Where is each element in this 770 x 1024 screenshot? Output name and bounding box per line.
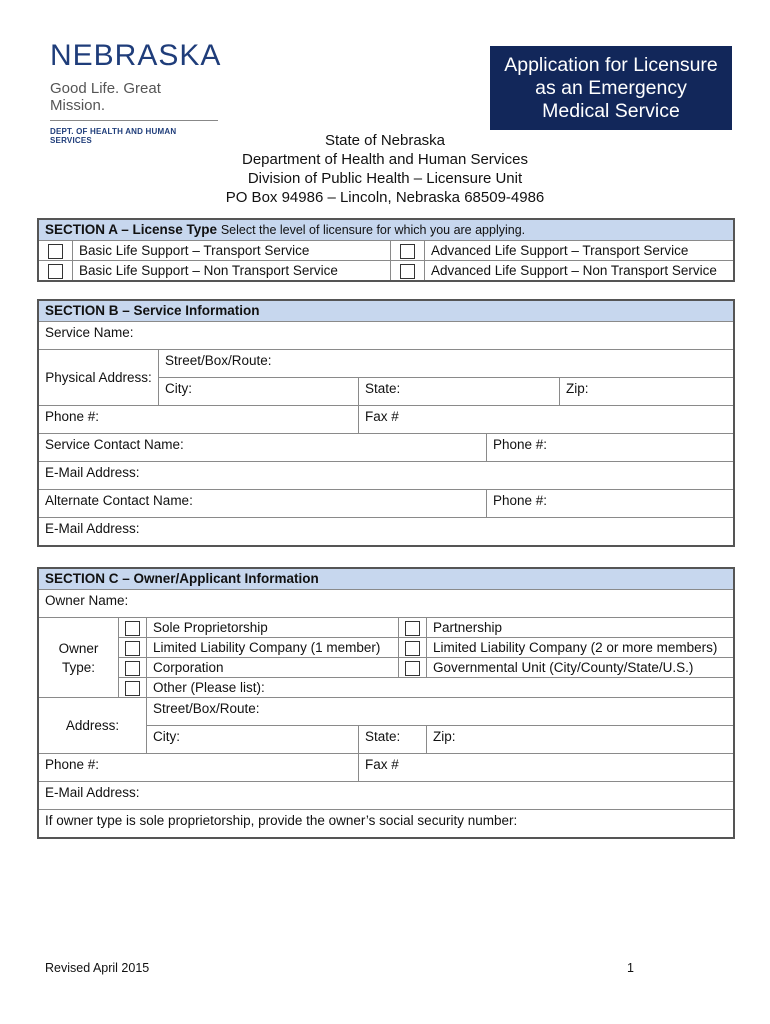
checkbox-als-non-transport[interactable] [400, 264, 415, 279]
logo-tagline: Good Life. Great Mission. [50, 80, 161, 114]
service-street-field[interactable]: Street/Box/Route: [159, 350, 734, 378]
service-fax-field[interactable]: Fax # [359, 406, 734, 434]
form-title [490, 46, 732, 130]
alternate-contact-name-field[interactable]: Alternate Contact Name: [39, 490, 487, 518]
option-bls-transport: Basic Life Support – Transport Service [73, 241, 391, 261]
checkbox-llc-single[interactable] [125, 641, 140, 656]
checkbox-bls-transport[interactable] [48, 244, 63, 259]
page-number: 1 [627, 961, 634, 975]
form-title-line-2: as an Emergency [535, 76, 687, 99]
form-title-line-1: Application for Licensure [504, 53, 718, 76]
section-b-table [38, 300, 734, 546]
service-city-field[interactable]: City: [159, 378, 359, 406]
section-a-table [38, 219, 734, 281]
checkbox-llc-multi[interactable] [405, 641, 420, 656]
checkbox-other[interactable] [125, 681, 140, 696]
option-llc-multi: Limited Liability Company (2 or more members) [427, 638, 734, 658]
checkbox-governmental-unit[interactable] [405, 661, 420, 676]
physical-address-label: Physical Address: [39, 350, 159, 406]
address-line-2: Department of Health and Human Services [242, 151, 528, 168]
logo-department: DEPT. OF HEALTH AND HUMAN SERVICES [50, 127, 177, 145]
address-line-4: PO Box 94986 – Lincoln, Nebraska 68509-4986 [225, 189, 545, 206]
owner-phone-field[interactable]: Phone #: [39, 754, 359, 782]
logo-wordmark: NEBRASKA [50, 39, 222, 72]
alternate-email-field[interactable]: E-Mail Address: [39, 518, 734, 546]
revision-date: Revised April 2015 [45, 961, 150, 975]
option-corporation: Corporation [147, 658, 399, 678]
service-phone-field[interactable]: Phone #: [39, 406, 359, 434]
owner-ssn-field[interactable]: If owner type is sole proprietorship, provide the owner’s social security number: [39, 810, 734, 838]
option-other[interactable]: Other (Please list): [147, 678, 734, 698]
owner-name-field[interactable]: Owner Name: [39, 590, 734, 618]
service-contact-phone-field[interactable]: Phone #: [487, 434, 734, 462]
option-sole-proprietorship: Sole Proprietorship [147, 618, 399, 638]
owner-type-label: Owner Type: [39, 618, 119, 698]
section-b-heading: SECTION B – Service Information [39, 301, 734, 322]
checkbox-corporation[interactable] [125, 661, 140, 676]
service-name-field[interactable]: Service Name: [39, 322, 734, 350]
form-title-line-3: Medical Service [542, 99, 680, 122]
option-governmental-unit: Governmental Unit (City/County/State/U.S.) [427, 658, 734, 678]
agency-address [0, 131, 770, 207]
section-a-heading: SECTION A – License Type [45, 222, 218, 237]
nebraska-logo [50, 40, 220, 145]
checkbox-bls-non-transport[interactable] [48, 264, 63, 279]
address-line-3: Division of Public Health – Licensure Unit [247, 170, 523, 187]
service-email-field[interactable]: E-Mail Address: [39, 462, 734, 490]
section-a-header [39, 220, 734, 241]
owner-state-field[interactable]: State: [359, 726, 427, 754]
owner-street-field[interactable]: Street/Box/Route: [147, 698, 734, 726]
owner-fax-field[interactable]: Fax # [359, 754, 734, 782]
logo-divider [50, 120, 218, 121]
option-partnership: Partnership [427, 618, 734, 638]
address-line-1: State of Nebraska [324, 132, 446, 149]
section-c-table [38, 568, 734, 838]
option-bls-non-transport: Basic Life Support – Non Transport Service [73, 261, 391, 281]
option-llc-single: Limited Liability Company (1 member) [147, 638, 399, 658]
option-als-transport: Advanced Life Support – Transport Service [425, 241, 734, 261]
service-state-field[interactable]: State: [359, 378, 560, 406]
checkbox-sole-proprietorship[interactable] [125, 621, 140, 636]
owner-city-field[interactable]: City: [147, 726, 359, 754]
checkbox-partnership[interactable] [405, 621, 420, 636]
owner-zip-field[interactable]: Zip: [427, 726, 734, 754]
section-a-instruction: Select the level of licensure for which you are applying. [220, 223, 526, 237]
checkbox-als-transport[interactable] [400, 244, 415, 259]
service-contact-name-field[interactable]: Service Contact Name: [39, 434, 487, 462]
service-zip-field[interactable]: Zip: [560, 378, 734, 406]
option-als-non-transport: Advanced Life Support – Non Transport Service [425, 261, 734, 281]
owner-email-field[interactable]: E-Mail Address: [39, 782, 734, 810]
owner-address-label: Address: [39, 698, 147, 754]
section-c-heading: SECTION C – Owner/Applicant Information [39, 569, 734, 590]
alternate-contact-phone-field[interactable]: Phone #: [487, 490, 734, 518]
